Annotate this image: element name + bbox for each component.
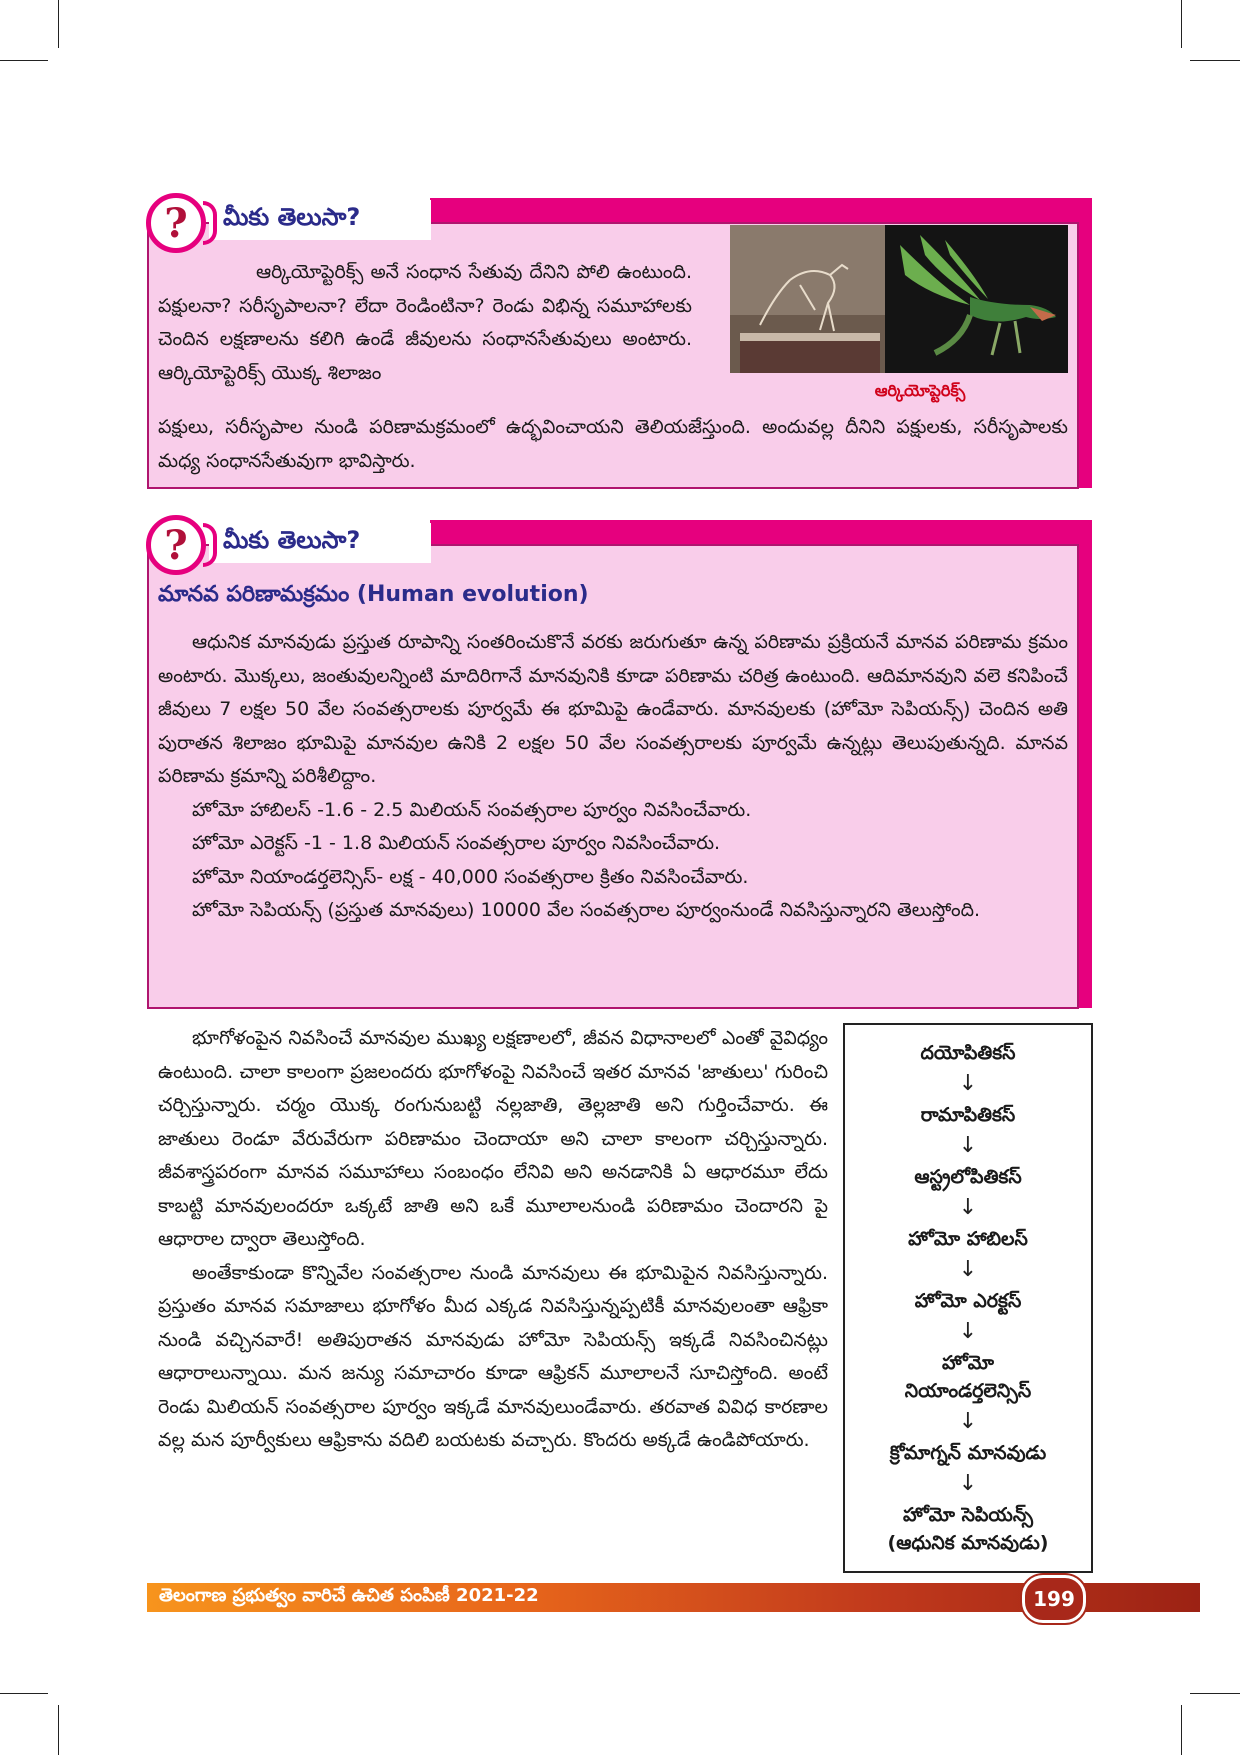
footer-text: తెలంగాణ ప్రభుత్వం వారిచే ఉచిత పంపిణీ 2021-22 — [159, 1585, 539, 1606]
down-arrow-icon: ↓ — [958, 1471, 978, 1496]
crop-mark — [1181, 1705, 1182, 1755]
box1-text-top: ఆర్కియోప్టెరిక్స్ అనే సంధాన సేతువు దేనిని పోలి ఉంటుంది. పక్షులనా? సరీసృపాలనా? లేదా రెండింటినా? రెండు విభిన్న సమూహాలకు చెందిన లక్షణాలను కలిగి ఉండే జీవులను సంధానసేతువులు అంటారు. ఆర్కియోప్టెరిక్స్ యొక్క శిలాజం — [158, 261, 692, 384]
evolution-flowchart — [843, 1023, 1093, 1573]
box2-line: హోమో నియాండర్తలెన్సిస్- లక్ష - 40,000 సంవత్సరాల క్రితం నివసించేవారు. — [192, 865, 749, 888]
crop-mark — [58, 0, 59, 48]
box2-header-text: మీకు తెలుసా? — [223, 526, 361, 554]
down-arrow-icon: ↓ — [958, 1409, 978, 1434]
question-mark-icon: ? — [146, 193, 206, 253]
crop-mark — [0, 1693, 48, 1694]
box2-header — [209, 523, 431, 563]
main-paragraph-2: అంతేకాకుండా కొన్నివేల సంవత్సరాల నుండి మానవులు ఈ భూమిపైన నివసిస్తున్నారు. ప్రస్తుతం మానవ సమాజాలు భూగోళం మీద ఎక్కడ నివసిస్తున్నప్పటికీ మానవులంతా ఆఫ్రికా నుండి వచ్చినవారే! అతిపురాతన మానవుడు హోమో సెపియన్స్ ఇక్కడే నివసించినట్లు ఆధారాలున్నాయి. మన జన్యు సమాచారం కూడా ఆఫ్రికన్ మూలాలనే సూచిస్తోంది. అంటే రెండు మిలియన్ సంవత్సరాల పూర్వం ఇక్కడే మానవులుండేవారు. తరవాత వివిధ కారణాల వల్ల మన పూర్వీకులు ఆఫ్రికాను వదిలి బయటకు వచ్చారు. కొందరు అక్కడే ఉండిపోయారు. — [158, 1261, 828, 1451]
box2-line: హోమో హాబిలస్ -1.6 - 2.5 మిలియన్ సంవత్సరాల పూర్వం నివసించేవారు. — [192, 798, 752, 821]
box2-top-bar — [430, 520, 1092, 546]
archaeopteryx-photo — [730, 225, 1068, 373]
box2-body — [158, 626, 1068, 928]
flow-stage: హోమో నియాండర్తలెన్సిస్ — [904, 1352, 1032, 1402]
crop-mark — [58, 1705, 59, 1755]
down-arrow-icon: ↓ — [958, 1133, 978, 1158]
down-arrow-icon: ↓ — [958, 1195, 978, 1220]
box1-paragraph-top — [158, 256, 692, 390]
flow-stage: రామాపితికస్ — [920, 1104, 1016, 1126]
box1-top-bar — [430, 198, 1092, 224]
box1-header-text: మీకు తెలుసా? — [223, 203, 361, 231]
flow-stage: హోమో హాబిలస్ — [908, 1228, 1028, 1250]
crop-mark — [0, 60, 48, 61]
box2-line: హోమో ఎరెక్టస్ -1 - 1.8 మిలియన్ సంవత్సరాల పూర్వం నివసించేవారు. — [192, 832, 721, 854]
archaeopteryx-image — [730, 225, 1068, 373]
flow-stage: హోమో సెపియన్స్ (ఆధునిక మానవుడు) — [887, 1504, 1049, 1554]
flow-stage: ఆస్ట్రలోపితికస్ — [914, 1166, 1022, 1188]
main-paragraph-1: భూగోళంపైన నివసించే మానవుల ముఖ్య లక్షణాలలో, జీవన విధానాలలో ఎంతో వైవిధ్యం ఉంటుంది. చాలా కాలంగా ప్రజలందరు భూగోళంపై నివసించే ఇతర మానవ 'జాతులు' గురించి చర్చిస్తున్నారు. చర్మం యొక్క రంగునుబట్టి నల్లజాతి, తెల్లజాతి అని గుర్తించేవారు. ఈ జాతులు రెండూ వేరువేరుగా పరిణామం చెందాయా అని చాలా కాలంగా చర్చిస్తున్నారు. జీవశాస్త్రపరంగా మానవ సమూహాలు సంబంధం లేనివి అని అనడానికి ఏ ఆధారమూ లేదు కాబట్టి మానవులందరూ ఒక్కటే జాతి అని ఒకే మూలాలనుండి పరిణామం చెందారని పై ఆధారాల ద్వారా తెలుస్తోంది. — [158, 1027, 828, 1250]
down-arrow-icon: ↓ — [958, 1319, 978, 1344]
flow-stage: దయోపితికస్ — [920, 1042, 1016, 1064]
flow-stage: క్రోమాగ్నన్ మానవుడు — [889, 1442, 1047, 1464]
crop-mark — [1190, 60, 1240, 61]
crop-mark — [1190, 1693, 1240, 1694]
box2-intro: ఆధునిక మానవుడు ప్రస్తుత రూపాన్ని సంతరించుకొనే వరకు జరుగుతూ ఉన్న పరిణామ ప్రక్రియనే మానవ పరిణామ క్రమం అంటారు. మొక్కలు, జంతువులన్నింటి మాదిరిగానే మానవునికి కూడా పరిణామ చరిత్ర ఉంటుంది. ఆదిమానవుని వలె కనిపించే జీవులు 7 లక్షల 50 వేల సంవత్సరాలకు పూర్వమే ఈ భూమిపై ఉండేవారు. మానవులకు (హోమో సెపియన్స్) చెందిన అతి పురాతన శిలాజం భూమిపై మానవుల ఉనికి 2 లక్షల 50 వేల సంవత్సరాలకు పూర్వమే ఉన్నట్లు తెలుపుతున్నది. మానవ పరిణామ క్రమాన్ని పరిశీలిద్దాం. — [158, 631, 1068, 787]
crop-mark — [1181, 0, 1182, 48]
archaeopteryx-caption: ఆర్కియోప్టెరిక్స్ — [874, 381, 966, 400]
box1-paragraph-bottom — [158, 411, 1068, 478]
down-arrow-icon: ↓ — [958, 1257, 978, 1282]
box2-line: హోమో సెపియన్స్ (ప్రస్తుత మానవులు) 10000 వేల సంవత్సరాల పూర్వంనుండే నివసిస్తున్నారని తెలుస్తోంది. — [192, 899, 981, 921]
box1-header — [209, 200, 431, 240]
main-text — [158, 1022, 828, 1458]
flow-stage: హోమో ఎరక్టస్ — [914, 1290, 1022, 1312]
human-evolution-title: మానవ పరిణామక్రమం (Human evolution) — [158, 582, 589, 607]
box1-text-bottom: పక్షులు, సరీసృపాల నుండి పరిణామక్రమంలో ఉద్భవించాయని తెలియజేస్తుంది. అందువల్ల దీనిని పక్షులకు, సరీసృపాలకు మధ్య సంధానసేతువుగా భావిస్తారు. — [158, 416, 1068, 472]
question-mark-icon: ? — [146, 515, 206, 575]
down-arrow-icon: ↓ — [958, 1071, 978, 1096]
page-number: 199 — [1022, 1575, 1086, 1623]
